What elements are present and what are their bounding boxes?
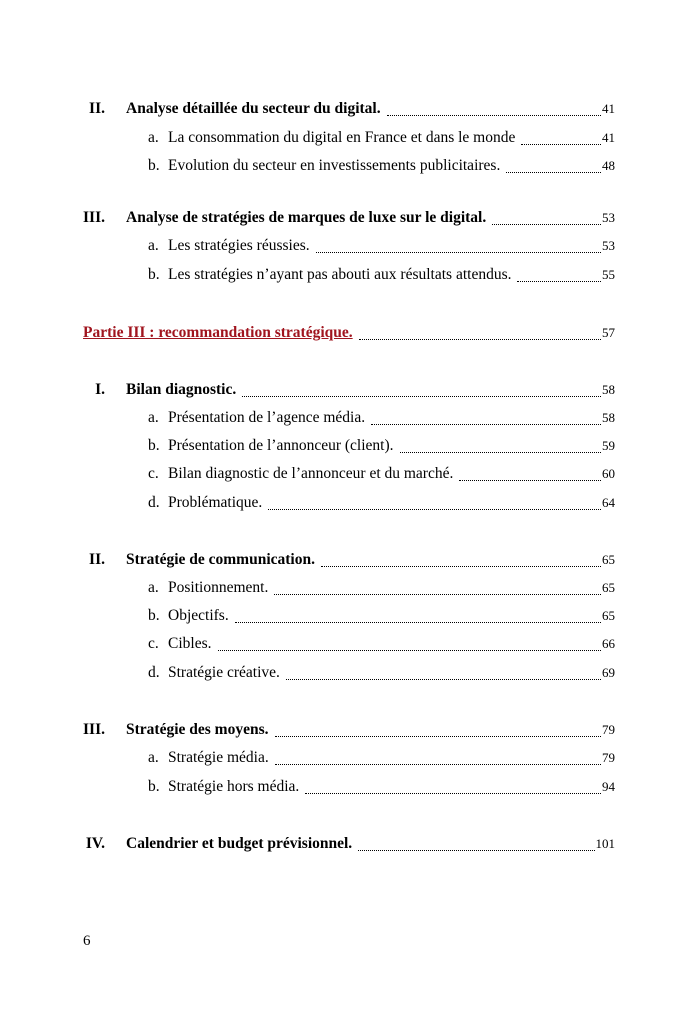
toc-entry-title: Cibles. (168, 635, 212, 652)
toc-entry-number: c. (148, 465, 159, 482)
dot-leader (316, 252, 601, 253)
dot-leader (218, 650, 602, 651)
page-number: 6 (83, 933, 91, 949)
toc-entry-title: La consommation du digital en France et dans le monde (168, 129, 516, 146)
dot-leader (517, 281, 601, 282)
toc-entry-title: Stratégie des moyens. (126, 721, 269, 738)
toc-entry-main[interactable] (85, 835, 615, 855)
dot-leader (235, 622, 601, 623)
toc-entry-sub[interactable] (148, 266, 615, 286)
toc-entry-number: d. (148, 664, 160, 681)
toc-entry-page: 101 (595, 836, 615, 851)
toc-entry-page: 65 (602, 580, 615, 595)
dot-leader (274, 594, 601, 595)
dot-leader (321, 566, 601, 567)
dot-leader (275, 764, 601, 765)
toc-entry-title: Analyse de stratégies de marques de luxe sur le digital. (126, 209, 487, 226)
toc-entry-sub[interactable] (148, 129, 615, 149)
toc-entry-sub[interactable] (148, 157, 615, 177)
toc-entry-title: Bilan diagnostic de l’annonceur et du marché. (168, 465, 454, 482)
dot-leader (358, 850, 594, 851)
toc-entry-page: 48 (602, 158, 615, 173)
toc-entry-title: Les stratégies réussies. (168, 237, 310, 254)
toc-entry-title: Présentation de l’annonceur (client). (168, 437, 394, 454)
toc-entry-page: 41 (602, 101, 615, 116)
toc-entry-number: b. (148, 607, 160, 624)
toc-entry-title: Calendrier et budget prévisionnel. (126, 835, 353, 852)
toc-entry-title: Bilan diagnostic. (126, 381, 237, 398)
dot-leader (387, 115, 601, 116)
toc-entry-main[interactable] (89, 551, 615, 571)
toc-entry-number: I. (95, 381, 105, 398)
toc-entry-page: 59 (602, 438, 615, 453)
toc-entry-page: 65 (602, 608, 615, 623)
toc-entry-number: a. (148, 409, 159, 426)
toc-entry-number: III. (83, 721, 105, 738)
toc-entry-number: b. (148, 437, 160, 454)
toc-entry-page: 41 (602, 130, 615, 145)
toc-entry-page: 64 (602, 495, 615, 510)
toc-entry-page: 57 (602, 325, 615, 340)
toc-entry-page: 58 (602, 382, 615, 397)
toc-entry-title: Partie III : recommandation stratégique. (83, 324, 353, 341)
dot-leader (242, 396, 601, 397)
toc-entry-sub[interactable] (148, 749, 615, 769)
toc-entry-page: 94 (602, 779, 615, 794)
dot-leader (506, 172, 601, 173)
toc-entry-title: Positionnement. (168, 579, 269, 596)
toc-entry-sub[interactable] (148, 494, 615, 514)
toc-entry-part[interactable] (83, 324, 615, 344)
toc-entry-title: Analyse détaillée du secteur du digital. (126, 100, 381, 117)
dot-leader (268, 509, 601, 510)
toc-entry-sub[interactable] (148, 437, 615, 457)
toc-entry-number: b. (148, 157, 160, 174)
toc-entry-sub[interactable] (148, 579, 615, 599)
toc-entry-page: 79 (602, 722, 615, 737)
dot-leader (359, 339, 601, 340)
toc-entry-sub[interactable] (148, 607, 615, 627)
toc-entry-number: c. (148, 635, 159, 652)
toc-entry-title: Présentation de l’agence média. (168, 409, 366, 426)
dot-leader (371, 424, 601, 425)
toc-entry-number: II. (89, 551, 105, 568)
dot-leader (275, 736, 602, 737)
toc-entry-sub[interactable] (148, 635, 615, 655)
dot-leader (492, 224, 601, 225)
toc-entry-number: a. (148, 129, 159, 146)
toc-entry-page: 69 (602, 665, 615, 680)
toc-entry-page: 58 (602, 410, 615, 425)
toc-entry-main[interactable] (95, 381, 615, 401)
toc-entry-title: Stratégie média. (168, 749, 269, 766)
dot-leader (305, 793, 601, 794)
toc-entry-page: 79 (602, 750, 615, 765)
toc-entry-main[interactable] (89, 100, 615, 120)
toc-entry-title: Objectifs. (168, 607, 229, 624)
toc-entry-number: III. (83, 209, 105, 226)
toc-entry-number: a. (148, 237, 159, 254)
toc-entry-sub[interactable] (148, 237, 615, 257)
toc-entry-sub[interactable] (148, 465, 615, 485)
dot-leader (286, 679, 601, 680)
toc-entry-title: Stratégie hors média. (168, 778, 300, 795)
toc-entry-page: 66 (602, 636, 615, 651)
toc-entry-sub[interactable] (148, 664, 615, 684)
toc-entry-number: a. (148, 749, 159, 766)
toc-entry-page: 53 (602, 238, 615, 253)
toc-entry-page: 65 (602, 552, 615, 567)
toc-entry-title: Problématique. (168, 494, 263, 511)
toc-entry-number: b. (148, 778, 160, 795)
toc-entry-number: II. (89, 100, 105, 117)
toc-entry-sub[interactable] (148, 409, 615, 429)
toc-entry-title: Les stratégies n’ayant pas abouti aux résultats attendus. (168, 266, 512, 283)
toc-entry-main[interactable] (83, 209, 615, 229)
toc-entry-page: 55 (602, 267, 615, 282)
toc-entry-page: 60 (602, 466, 615, 481)
toc-entry-page: 53 (602, 210, 615, 225)
toc-entry-number: b. (148, 266, 160, 283)
toc-entry-title: Stratégie créative. (168, 664, 280, 681)
toc-entry-main[interactable] (83, 721, 615, 741)
dot-leader (459, 480, 601, 481)
toc-entry-number: a. (148, 579, 159, 596)
toc-entry-number: IV. (85, 835, 105, 852)
toc-entry-number: d. (148, 494, 160, 511)
dot-leader (521, 144, 601, 145)
toc-entry-sub[interactable] (148, 778, 615, 798)
toc-entry-title: Evolution du secteur en investissements publicitaires. (168, 157, 501, 174)
dot-leader (400, 452, 601, 453)
toc-entry-title: Stratégie de communication. (126, 551, 315, 568)
